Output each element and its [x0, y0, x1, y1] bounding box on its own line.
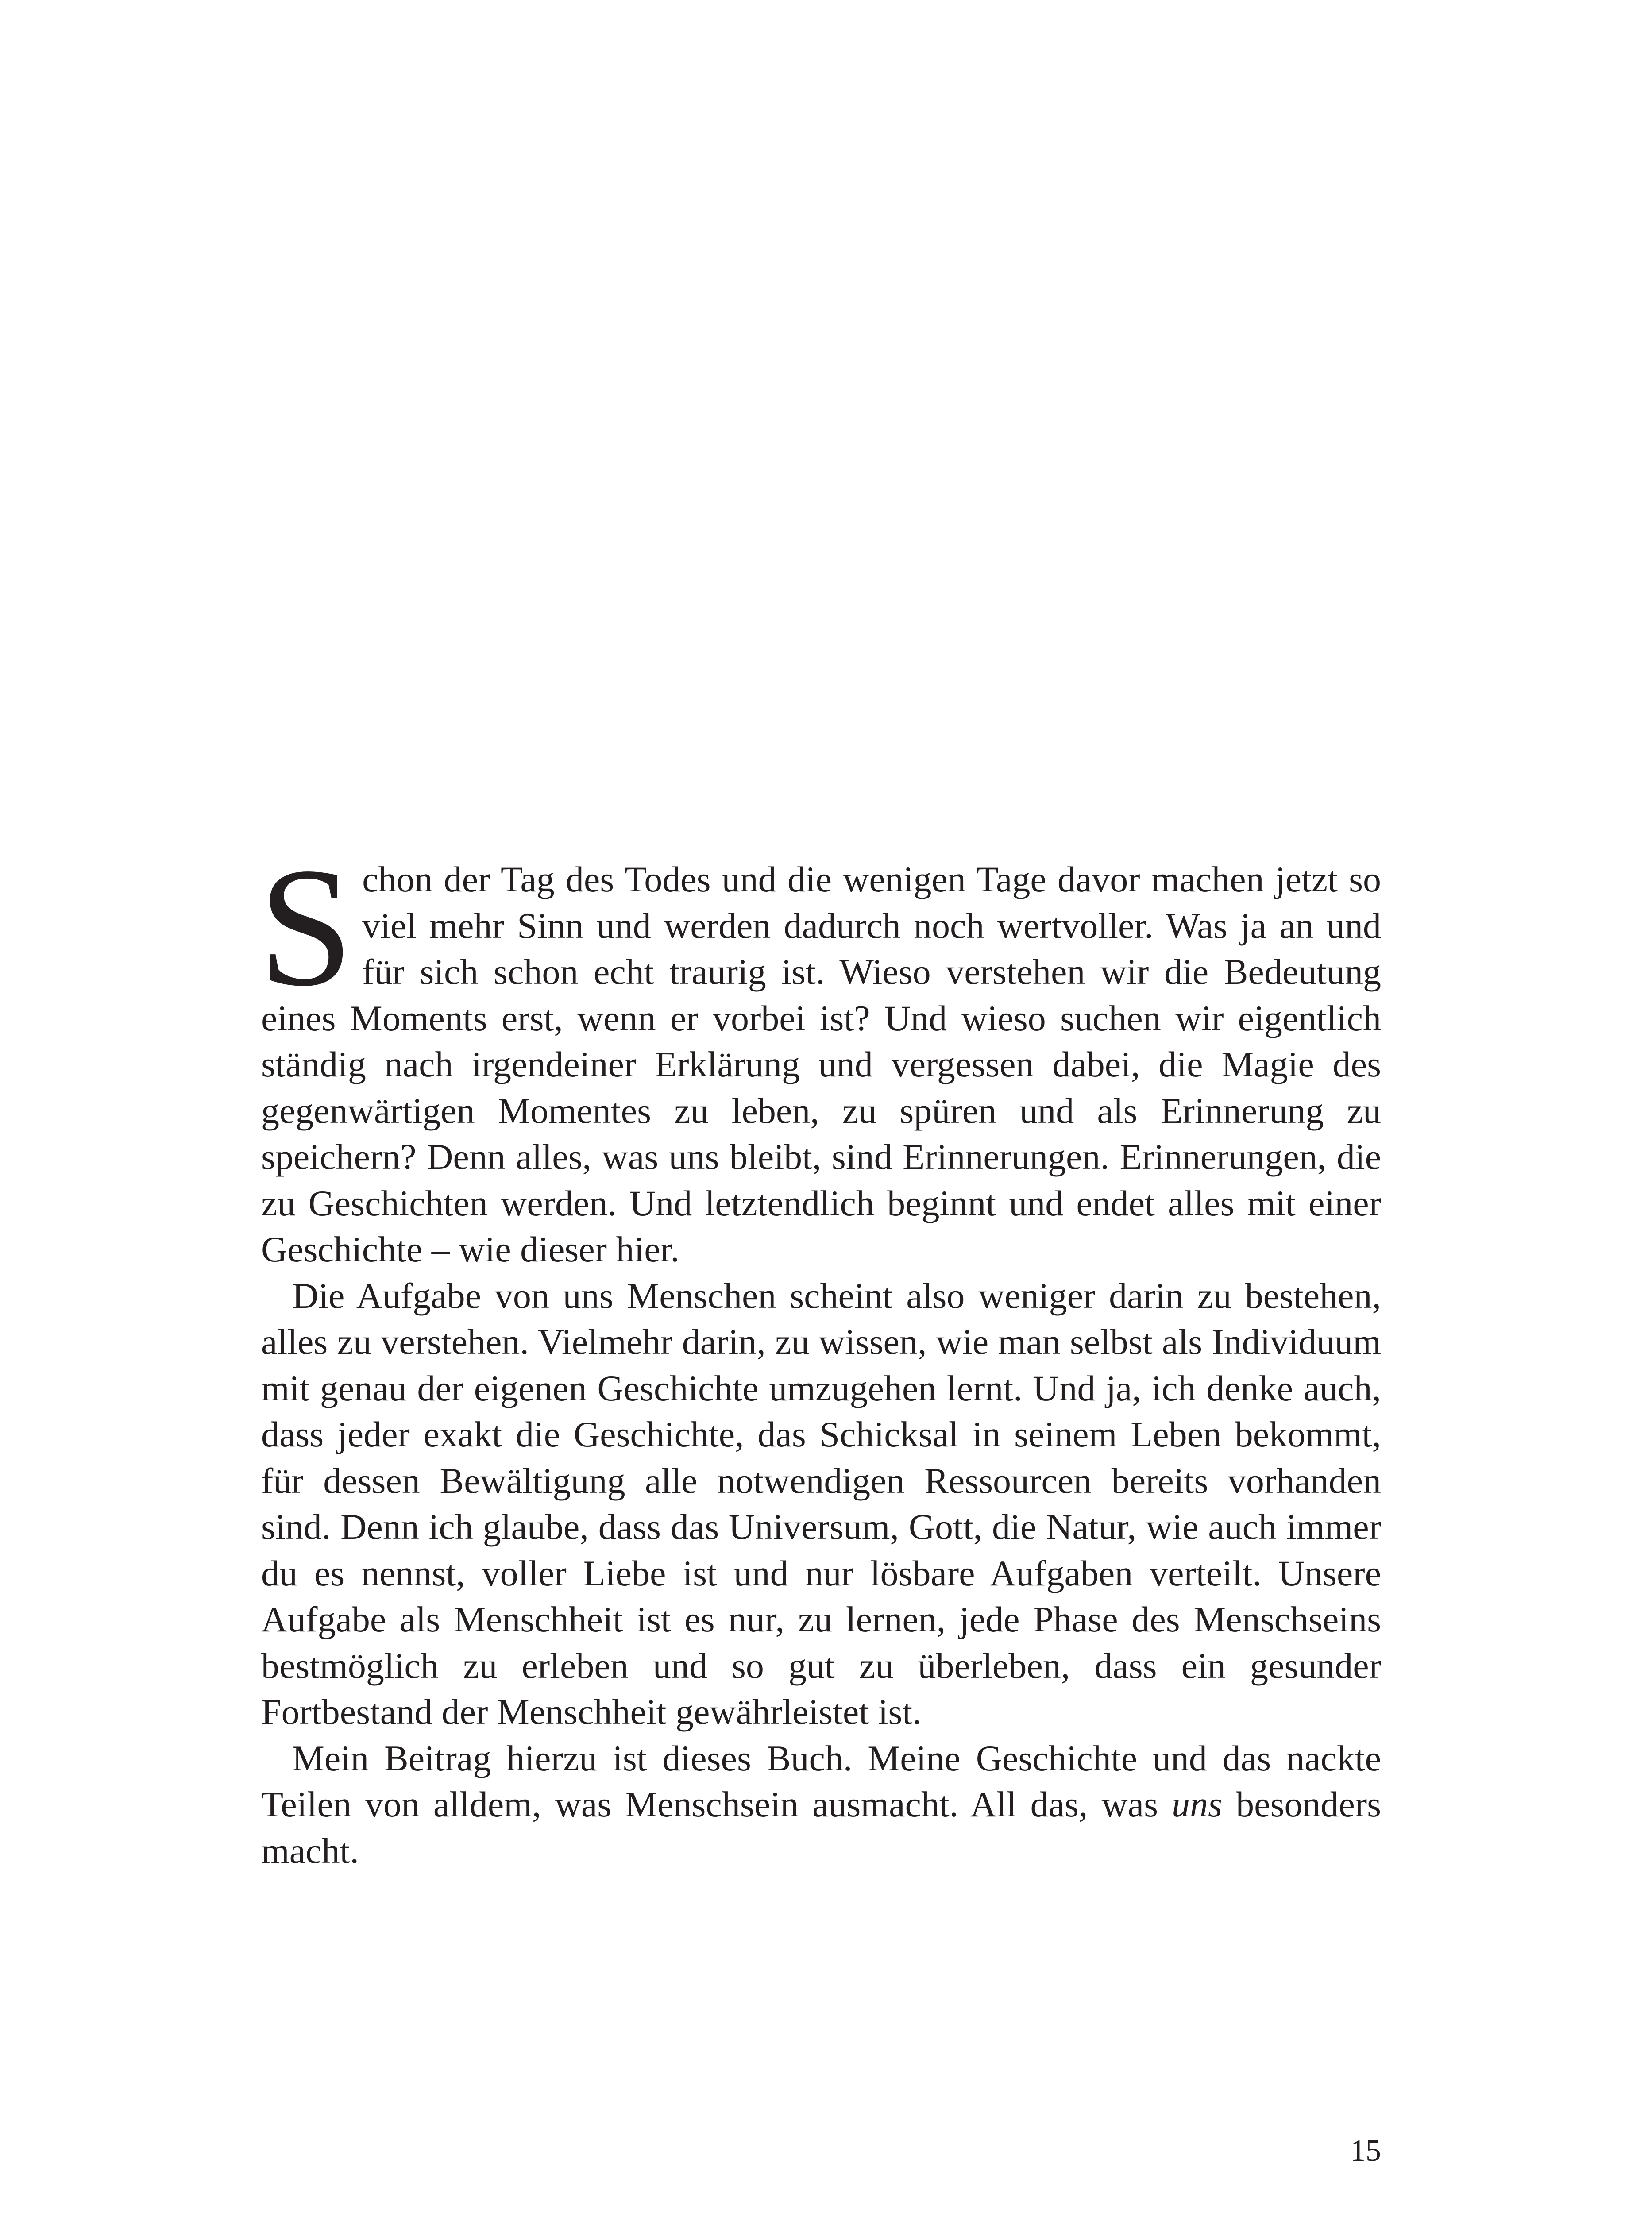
drop-cap: S: [259, 833, 354, 1022]
paragraph-3-text-end: besonders macht.: [261, 1784, 1382, 1871]
body-text: [259, 833, 1382, 1874]
page-number: 15: [1350, 2134, 1381, 2168]
paragraph-2: Die Aufgabe von uns Menschen scheint also weniger darin zu bestehen, alles zu verstehen. Vielmehr darin, zu wissen, wie man selbst als Individuum mit genau der eigenen Geschichte umzugehen lernt. Und ja, ich denke auch, dass jeder exakt die Geschichte, das Schicksal in seinem Leben bekommt, für dessen Bewältigung alle notwendigen Ressourcen bereits vorhanden sind. Denn ich glaube, dass das Universum, Gott, die Natur, wie auch immer du es nennst, voller Liebe ist und nur lösbare Aufgaben verteilt. Unsere Aufgabe als Menschheit ist es nur, zu lernen, jede Phase des Menschseins bestmöglich zu erleben und so gut zu überleben, dass ein gesunder Fortbestand der Menschheit gewährleistet ist.: [261, 1275, 1381, 1732]
paragraph-3-text-start: Mein Beitrag hierzu ist dieses Buch. Meine Geschichte und das nackte Teilen von alldem, was Menschsein ausmacht. All das, was: [261, 1738, 1381, 1824]
paragraph-1-text: chon der Tag des Todes und die wenigen Tage davor machen jetzt so viel mehr Sinn und werden dadurch noch wertvoller. Was ja an und für sich schon echt traurig ist. Wieso verstehen wir die Bedeutung eines Moments erst, wenn er vorbei ist? Und wieso suchen wir eigentlich ständig nach irgendeiner Erklärung und vergessen dabei, die Magie des gegenwärtigen Momentes zu leben, zu spüren und als Erinnerung zu speichern? Denn alles, was uns bleibt, sind Erinnerungen. Erinnerungen, die zu Geschichten werden. Und letztendlich beginnt und endet alles mit einer Geschichte – wie dieser hier.: [261, 859, 1381, 1269]
paragraph-3: [261, 1735, 1381, 1874]
emphasized-word: uns: [1172, 1784, 1222, 1824]
paragraph-1: [259, 833, 1381, 1273]
